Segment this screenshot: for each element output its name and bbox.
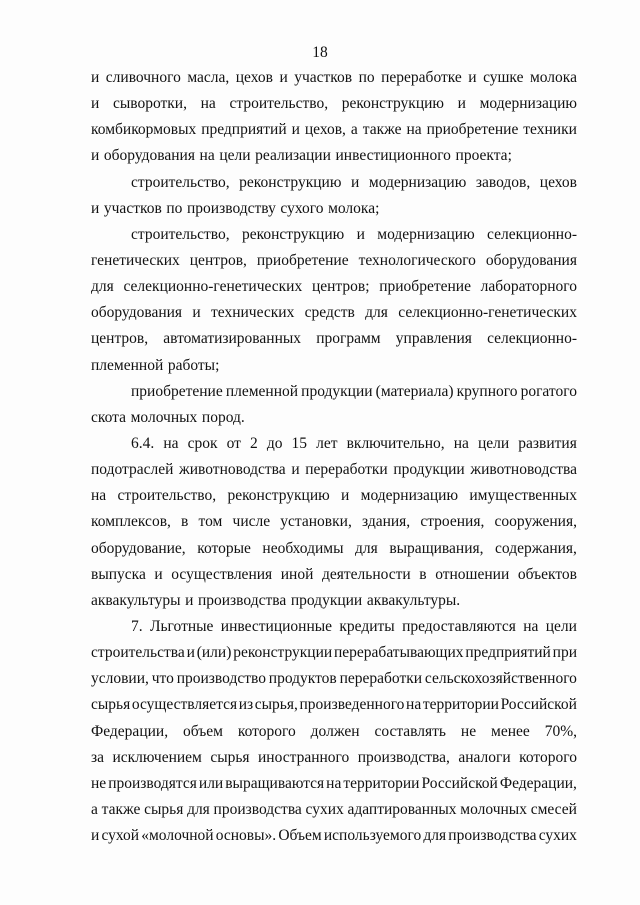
word: сельскохозяйственного	[424, 670, 577, 688]
word: лет	[316, 434, 338, 452]
word: и	[192, 304, 201, 322]
text-line	[91, 431, 577, 457]
word: работы;	[167, 356, 220, 374]
word: реализации	[255, 147, 331, 165]
word: также	[101, 800, 141, 818]
word: для	[423, 827, 447, 845]
word: программ	[316, 330, 381, 348]
word: цели	[545, 617, 577, 635]
word: производства,	[357, 748, 450, 766]
word: цехов	[539, 173, 577, 191]
word: участков	[294, 69, 353, 86]
word: не	[460, 722, 477, 740]
word: на	[453, 434, 469, 452]
word: объем	[183, 722, 223, 740]
text-line	[91, 719, 577, 745]
word: на	[326, 774, 342, 792]
word: и	[154, 565, 163, 583]
word: производства	[448, 827, 537, 845]
word: сухих	[538, 827, 577, 845]
text-line	[91, 797, 577, 823]
word: не	[91, 774, 107, 792]
word: по	[166, 199, 183, 217]
text-line	[91, 65, 577, 91]
word: цели	[477, 434, 510, 452]
word: племенной	[91, 356, 164, 374]
word: модернизацию	[368, 173, 467, 191]
text-line	[91, 326, 577, 352]
word: деятельности	[321, 565, 411, 583]
word: модернизацию	[479, 95, 577, 113]
word: адаптированных	[347, 800, 457, 818]
word: Объем	[278, 827, 322, 845]
word: и	[91, 69, 100, 86]
word: молочных	[130, 408, 198, 426]
word: условии,	[91, 670, 149, 688]
word: от	[226, 434, 241, 452]
word: на	[163, 434, 179, 452]
word: объектов	[517, 565, 577, 583]
word: масла,	[187, 69, 230, 86]
word: и	[185, 591, 194, 609]
word: и	[341, 487, 350, 505]
word: центров,	[91, 330, 149, 348]
word: сливочного	[105, 69, 181, 86]
word: за	[91, 748, 105, 766]
word: комбикормовых	[91, 121, 197, 139]
text-line	[91, 771, 577, 797]
word: продукции	[290, 591, 363, 609]
word: иностранного	[258, 748, 350, 766]
text-line	[91, 614, 577, 640]
word: рогатого	[520, 382, 577, 400]
word: технологического	[358, 251, 476, 269]
word: Льготные	[149, 617, 214, 635]
word: сырья	[210, 748, 250, 766]
word: смесей	[530, 800, 577, 818]
text-line	[91, 692, 577, 718]
word: (или)	[196, 644, 232, 662]
word: сооружения,	[494, 513, 577, 531]
word: и	[186, 644, 195, 662]
word: осуществляется	[131, 696, 238, 714]
text-line	[91, 483, 577, 509]
word: производятся	[108, 774, 197, 792]
word: продукции	[301, 382, 373, 400]
word: сухого	[280, 199, 324, 217]
word: участков	[103, 199, 162, 217]
word: 15	[291, 434, 308, 452]
document-body	[91, 65, 577, 849]
word: сухих	[305, 800, 344, 818]
word: продукции	[393, 461, 465, 479]
word: животноводства	[470, 461, 577, 479]
word: цехов,	[304, 121, 346, 139]
word: срок	[187, 434, 218, 452]
word: модернизацию	[377, 225, 475, 243]
word: выращивания,	[389, 539, 484, 557]
text-line	[91, 536, 577, 562]
text-line	[91, 588, 577, 614]
text-line	[91, 457, 577, 483]
word: Российской	[500, 696, 577, 714]
text-line	[91, 745, 577, 771]
word: племенной	[225, 382, 299, 400]
word: селекционно-	[487, 330, 577, 348]
word: выпуска	[91, 565, 146, 583]
word: реконструкции	[233, 644, 333, 662]
word: которого	[237, 722, 296, 740]
word: лабораторного	[480, 278, 577, 296]
word: перерабатывающих	[334, 644, 464, 662]
word: приобретение	[131, 382, 223, 400]
word: 7.	[131, 617, 143, 635]
word: оборудования	[91, 304, 183, 322]
word: осуществления	[171, 565, 273, 583]
word: содержания,	[495, 539, 577, 557]
word: сырья	[91, 696, 131, 714]
word: комплексов,	[91, 513, 171, 531]
word: при	[552, 644, 577, 662]
word: строительство,	[229, 95, 329, 113]
text-line	[91, 248, 577, 274]
word: заводов,	[475, 173, 531, 191]
word: на	[200, 95, 216, 113]
word: оборудования	[103, 147, 195, 165]
word: предприятий	[465, 644, 551, 662]
word: молока;	[328, 199, 380, 217]
word: строительство,	[131, 173, 230, 191]
word: аналоги	[458, 748, 511, 766]
word: для	[365, 304, 388, 322]
word: переработки	[305, 461, 388, 479]
word: «молочной	[141, 827, 214, 845]
word: должен	[310, 722, 360, 740]
word: инвестиционные	[220, 617, 333, 635]
text-line	[91, 509, 577, 535]
word: из	[238, 696, 254, 714]
text-line	[91, 379, 577, 405]
word: пород.	[201, 408, 245, 426]
word: произведенного	[299, 696, 405, 714]
word: производства	[197, 591, 287, 609]
word: на	[91, 487, 107, 505]
word: выращиваются	[225, 774, 325, 792]
word: (материала)	[375, 382, 454, 400]
word: молока	[529, 69, 577, 86]
word: которые	[197, 539, 251, 557]
word: аквакультуры	[91, 591, 181, 609]
word: Федерации,	[499, 774, 577, 792]
word: селекционно-генетических	[123, 278, 303, 296]
word: модернизацию	[360, 487, 459, 505]
word: развития	[518, 434, 577, 452]
word: которого	[519, 748, 577, 766]
word: производство	[176, 670, 266, 688]
text-line	[91, 353, 577, 379]
word: крупного	[456, 382, 518, 400]
word: проекта;	[455, 147, 512, 165]
word: цехов	[235, 69, 273, 86]
word: средств	[304, 304, 355, 322]
word: предоставляются	[402, 617, 516, 635]
word: включительно,	[346, 434, 445, 452]
word: и	[279, 69, 288, 86]
word: скота	[91, 408, 127, 426]
word: приобретение	[379, 278, 471, 296]
word: производства	[213, 800, 302, 818]
word: молочных	[460, 800, 527, 818]
text-line	[91, 666, 577, 692]
word: установки,	[280, 513, 352, 531]
text-line	[91, 91, 577, 117]
word: автоматизированных	[163, 330, 302, 348]
word: до	[266, 434, 283, 452]
word: на	[406, 121, 422, 139]
word: для	[187, 800, 210, 818]
word: переработки	[339, 670, 423, 688]
word: приобретение	[426, 121, 519, 139]
word: генетических	[91, 251, 180, 269]
word: по	[358, 69, 375, 86]
word: что	[151, 670, 174, 688]
word: и	[356, 225, 365, 243]
word: а	[91, 800, 98, 818]
word: территории	[422, 696, 499, 714]
word: 2	[250, 434, 258, 452]
word: составлять	[374, 722, 446, 740]
word: менее	[491, 722, 530, 740]
word: строения,	[420, 513, 485, 531]
word: технических	[211, 304, 295, 322]
text-line	[91, 117, 577, 143]
word: реконструкцию	[241, 225, 345, 243]
word: цели	[219, 147, 251, 165]
text-line	[91, 196, 577, 222]
word: управления	[395, 330, 472, 348]
word: здания,	[361, 513, 411, 531]
word: Российской	[421, 774, 498, 792]
word: и	[91, 95, 100, 113]
word: строительства	[91, 644, 185, 662]
word: строительство,	[117, 487, 217, 505]
word: сушке	[483, 69, 524, 86]
word: реконструкцию	[341, 95, 444, 113]
word: аквакультуры.	[366, 591, 461, 609]
word: предприятий	[201, 121, 287, 139]
word: продуктов	[268, 670, 337, 688]
word: и	[291, 461, 300, 479]
word: сыворотки,	[112, 95, 187, 113]
word: оборудование,	[91, 539, 186, 557]
word: в	[419, 565, 427, 583]
word: для	[91, 278, 114, 296]
word: на	[199, 147, 215, 165]
word: основы».	[215, 827, 277, 845]
word: сухой	[101, 827, 140, 845]
word: и	[91, 147, 100, 165]
word: на	[406, 696, 422, 714]
word: и	[91, 199, 100, 217]
text-line	[91, 274, 577, 300]
word: отношении	[435, 565, 510, 583]
text-line	[91, 405, 577, 431]
word: кредиты	[339, 617, 395, 635]
word: необходимы	[262, 539, 344, 557]
word: используемого	[323, 827, 422, 845]
word: 70%,	[544, 722, 577, 740]
word: техники	[523, 121, 577, 139]
word: том	[198, 513, 223, 531]
word: инвестиционного	[335, 147, 451, 165]
word: имущественных	[469, 487, 577, 505]
text-line	[91, 222, 577, 248]
word: животноводства	[179, 461, 286, 479]
word: 6.4.	[131, 434, 155, 452]
text-line	[91, 640, 577, 666]
word: числе	[232, 513, 271, 531]
text-line	[91, 823, 577, 849]
word: для	[355, 539, 378, 557]
word: переработке	[381, 69, 462, 86]
word: селекционно-	[487, 225, 577, 243]
word: сырья	[144, 800, 184, 818]
word: и	[291, 121, 300, 139]
word: в	[181, 513, 189, 531]
word: а	[350, 121, 358, 139]
word: производству	[187, 199, 276, 217]
text-line	[91, 300, 577, 326]
word: также	[362, 121, 402, 139]
word: реконструкцию	[239, 173, 342, 191]
word: сырья,	[254, 696, 298, 714]
word: строительство,	[131, 225, 230, 243]
word: и	[457, 95, 466, 113]
word: центров;	[311, 278, 370, 296]
word: приобретение	[256, 251, 349, 269]
word: на	[523, 617, 539, 635]
text-line	[91, 562, 577, 588]
word: подотраслей	[91, 461, 174, 479]
word: и	[351, 173, 360, 191]
word: оборудования	[485, 251, 577, 269]
word: реконструкцию	[227, 487, 330, 505]
text-line	[91, 143, 577, 169]
word: Федерации,	[91, 722, 169, 740]
word: селекционно-генетических	[398, 304, 577, 322]
word: исключением	[112, 748, 202, 766]
text-line	[91, 170, 577, 196]
page-number: 18	[312, 44, 328, 61]
word: иной	[280, 565, 314, 583]
word: и	[468, 69, 477, 86]
word: или	[198, 774, 224, 792]
word: и	[91, 827, 100, 845]
word: центров,	[189, 251, 247, 269]
word: территории	[343, 774, 420, 792]
